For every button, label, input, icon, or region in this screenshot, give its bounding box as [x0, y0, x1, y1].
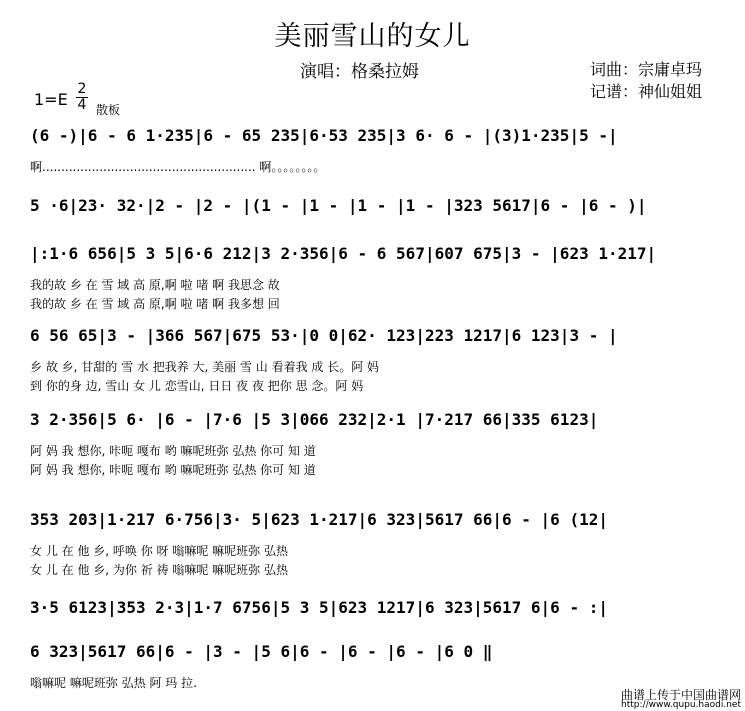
- notation-line: 3 2·356|5 6· |6 - |7·6 |5 3|066 232|2·1 |7·217 66|335 6123|: [30, 410, 599, 429]
- watermark-text: 曲谱上传于中国曲谱网: [620, 688, 741, 702]
- lyric-line: 嗡嘛呢 嘛呢班弥 弘热 阿 玛 拉.: [30, 676, 197, 690]
- notation-line: 353 203|1·217 6·756|3· 5|623 1·217|6 323|5617 66|6 - |6 (12|: [30, 510, 608, 529]
- lyricist-composer-credit: 词曲：宗庸卓玛: [590, 60, 703, 79]
- time-signature-top: 2: [77, 81, 87, 97]
- time-signature: [76, 83, 88, 112]
- singer-credit: 演唱：格桑拉姆: [300, 62, 419, 82]
- notation-line: 6 323|5617 66|6 - |3 - |5 6|6 - |6 - |6 - |6 0 ‖: [30, 642, 493, 661]
- notation-line: 3·5 6123|353 2·3|1·7 6756|5 3 5|623 1217|6 323|5617 6|6 - :|: [30, 598, 608, 617]
- lyric-line: 乡 故 乡, 甘甜的 雪 水 把我养 大, 美丽 雪 山 看着我 成 长。阿 妈: [30, 360, 380, 374]
- notation-line: |:1·6 656|5 3 5|6·6 212|3 2·356|6 - 6 567|607 675|3 - |623 1·217|: [30, 244, 657, 263]
- notation-credit: 记谱：神仙姐姐: [590, 82, 703, 101]
- lyric-line: 阿 妈 我 想你, 咔呃 嘎布 哟 嘛呢班弥 弘热 你可 知 道: [30, 463, 316, 477]
- time-signature-bottom: 4: [77, 97, 87, 113]
- watermark-url: http://www.qupu.haodi.net: [621, 700, 741, 710]
- key-signature: 1=E: [34, 90, 68, 109]
- notation-line: 5 ·6|23· 32·|2 - |2 - |(1 - |1 - |1 - |1 - |323 5617|6 - |6 - )|: [30, 196, 647, 215]
- lyric-line: 我的故 乡 在 雪 域 高 原,啊 啦 啫 啊 我多想 回: [30, 297, 280, 311]
- notation-line: (6 -)|6 - 6 1·235|6 - 65 235|6·53 235|3 6· 6 - |(3)1·235|5 -|: [30, 126, 618, 145]
- lyric-line: 女 儿 在 他 乡, 呼唤 你 呀 嗡嘛呢 嘛呢班弥 弘热: [30, 544, 288, 558]
- lyric-line: 女 儿 在 他 乡, 为你 祈 祷 嗡嘛呢 嘛呢班弥 弘热: [30, 563, 288, 577]
- notation-line: 6 56 65|3 - |366 567|675 53·|0 0|62· 123|223 1217|6 123|3 - |: [30, 326, 618, 345]
- lyric-line: 到 你的身 边, 雪山 女 儿 恋雪山, 日日 夜 夜 把你 思 念。阿 妈: [30, 379, 364, 393]
- lyric-line: 阿 妈 我 想你, 咔呃 嘎布 哟 嘛呢班弥 弘热 你可 知 道: [30, 444, 316, 458]
- lyric-line: 啊........................................................ 啊。。。。。。。。: [30, 160, 326, 174]
- song-title: 美丽雪山的女儿: [274, 21, 471, 52]
- lyric-line: 我的故 乡 在 雪 域 高 原,啊 啦 啫 啊 我思念 故: [30, 278, 280, 292]
- tempo-marking: 散板: [96, 103, 121, 117]
